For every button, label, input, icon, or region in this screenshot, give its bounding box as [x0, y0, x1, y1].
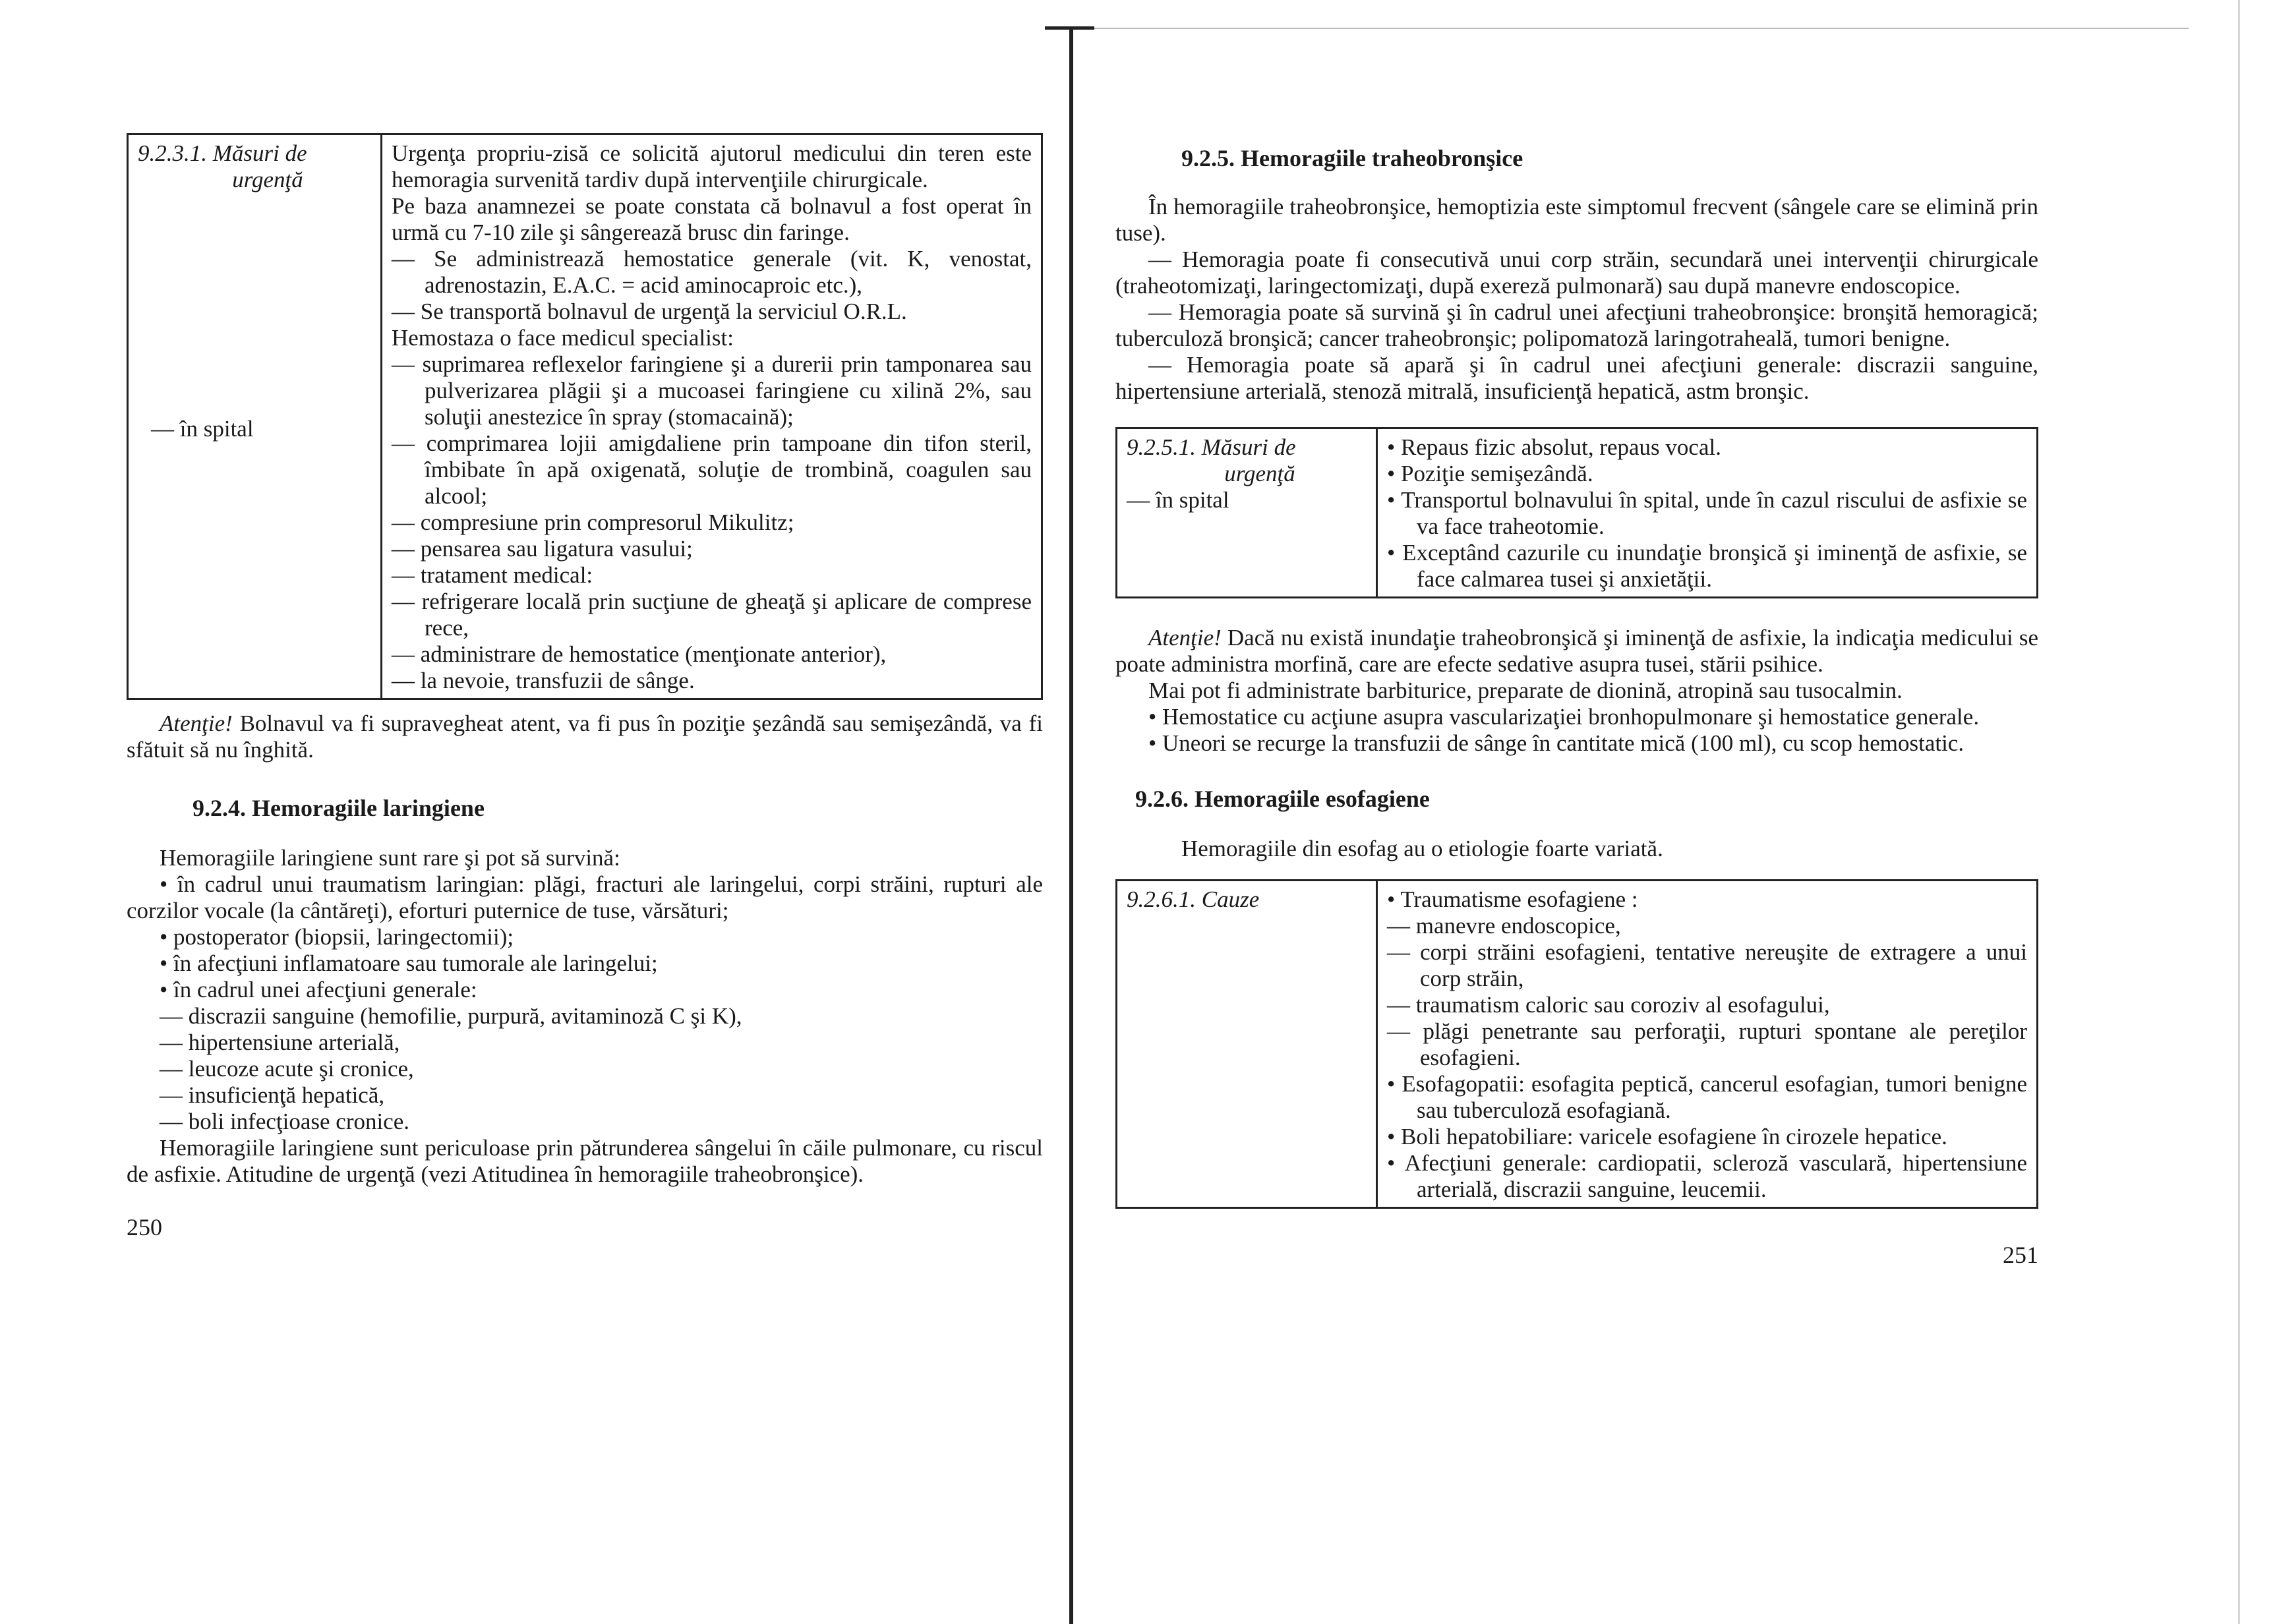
left-page: [127, 0, 1043, 1240]
dash-item: — boli infecţioase cronice.: [160, 1109, 410, 1134]
box-label-cell: [1117, 881, 1377, 1208]
bullet-item: • în afecţiuni inflamatoare sau tumorale ale laringelui;: [160, 950, 658, 976]
paragraph: În hemoragiile traheobronşice, hemoptizia este simptomul frecvent (sângele care se elimină prin tuse).: [1115, 194, 2038, 246]
page-number: 251: [2003, 1242, 2038, 1268]
paragraph: — Hemoragia poate să survină şi în cadrul unei afecţiuni traheobronşice: bronşită hemoragică; tuberculoză bronşică; cancer traheobronşic; polipomatoză laringotraheală, tumori benigne.: [1115, 299, 2038, 351]
box-label: 9.2.6.1. Cauze: [1127, 886, 1260, 912]
box-label-cell: [128, 134, 382, 699]
paragraph: Mai pot fi administrate barbiturice, preparate de dionină, atropină sau tusocalmin.: [1148, 678, 1903, 703]
box-content-cell: • Repaus fizic absolut, repaus vocal. • Poziţie semişezândă. • Transportul bolnavului în spital, unde în cazul riscului de asfixie se va face traheotomie. • Exceptând cazurile cu inundaţie bronşică şi iminenţă de asfixie, se face calmarea tusei şi anxietăţii.: [1377, 428, 2038, 598]
box-label-cell: [1117, 428, 1377, 598]
box-sublabel: — în spital: [151, 416, 254, 442]
dash-item: — leucoze acute şi cronice,: [160, 1056, 414, 1082]
bullet-item: • în cadrul unei afecţiuni generale:: [160, 977, 477, 1002]
causes-box: [1115, 879, 2038, 1209]
section-title: 9.2.6. Hemoragiile esofagiene: [1135, 786, 1430, 812]
gutter-cap: [1045, 26, 1094, 30]
atentie-paragraph: Atenţie! Dacă nu există inundaţie traheobronşică şi iminenţă de asfixie, la indicaţia medicului se poate administra morfină, care are efecte sedative asupra tusei, stării psihice.: [1115, 625, 2038, 677]
box-content-cell: Urgenţa propriu-zisă ce solicită ajutorul medicului din teren este hemoragia survenită tardiv după intervenţiile chirurgicale. Pe baza anamnezei se poate constata că bolnavul a fost operat în urmă cu 7-10 zile şi sângerează brusc din faringe. — Se administrează hemostatice generale (vit. K, venostat, adrenostazin, E.A.C. = acid aminocaproic etc.), — Se transportă bolnavul de urgenţă la serviciul O.R.L. Hemostaza o face medicul specialist: — suprimarea reflexelor faringiene şi a durerii prin tamponarea sau pulverizarea plăgii şi a mucoasei faringiene cu xilină 2%, sau soluţii anestezice în spray (stomacaină); — comprimarea lojii amigdaliene prin tampoane din tifon steril, îmbibate în apă oxigenată, soluţie de trombină, coagulen sau alcool; — compresiune prin compresorul Mikulitz; — pensarea sau ligatura vasului; — tratament medical: — refrigerare locală prin sucţiune de gheaţă şi aplicare de comprese rece, — administrare de hemostatice (menţionate anterior), — la nevoie, transfuzii de sânge.: [382, 134, 1042, 699]
paragraph: • Hemostatice cu acţiune asupra vascularizaţiei bronhopulmonare şi hemostatice generale.: [1148, 704, 1980, 730]
page-number: 250: [127, 1214, 162, 1240]
paragraph: — Hemoragia poate să apară şi în cadrul unei afecţiuni generale: discrazii sanguine, hipertensiune arterială, stenoză mitrală, insuficienţă hepatică, astm bronşic.: [1115, 352, 2038, 404]
paragraph: • Uneori se recurge la transfuzii de sânge în cantitate mică (100 ml), cu scop hemostatic.: [1148, 730, 1964, 756]
paragraph: — Hemoragia poate fi consecutivă unui corp străin, secundară unei intervenţii chirurgicale (traheotomizaţi, laringectomizaţi, după exereză pulmonară) sau după manevre endoscopice.: [1115, 246, 2038, 299]
page-edge: [2238, 0, 2240, 1624]
right-page: [1115, 0, 2038, 1268]
emergency-measures-box: [1115, 427, 2038, 598]
dash-item: — hipertensiune arterială,: [160, 1030, 400, 1055]
section-title: 9.2.5. Hemoragiile traheobronşice: [1181, 145, 1523, 171]
bullet-item: • postoperator (biopsii, laringectomii);: [160, 924, 514, 950]
closing-paragraph: Hemoragiile laringiene sunt periculoase prin pătrunderea sângelui în căile pulmonare, cu riscul de asfixie. Atitudine de urgenţă (vezi Atitudinea în hemoragiile traheobronşice).: [127, 1135, 1043, 1187]
box-label: 9.2.3.1. Măsuri de urgenţă: [138, 140, 307, 192]
dash-item: — discrazii sanguine (hemofilie, purpură, avitaminoză C şi K),: [160, 1003, 742, 1029]
book-gutter: [1069, 26, 1073, 1624]
section-title: 9.2.4. Hemoragiile laringiene: [192, 795, 485, 821]
section-intro: Hemoragiile laringiene sunt rare şi pot să survină:: [160, 845, 620, 871]
atentie-paragraph: Atenţie! Bolnavul va fi supravegheat atent, va fi pus în poziţie şezândă sau semişezândă, va fi sfătuit să nu înghită.: [127, 710, 1043, 763]
emergency-measures-box: [127, 133, 1043, 700]
bullet-item: • în cadrul unui traumatism laringian: plăgi, fracturi ale laringelui, corpi străini, rupturi ale corzilor vocale (la cântăreţi), eforturi puternice de tuse, vărsături;: [127, 871, 1043, 923]
box-label: 9.2.5.1. Măsuri de urgenţă: [1127, 434, 1296, 486]
box-content-cell: • Traumatisme esofagiene : — manevre endoscopice, — corpi străini esofagieni, tentative nereuşite de extragere a unui corp străin, — traumatism caloric sau coroziv al esofagului, — plăgi penetrante sau perforaţii, rupturi spontane ale pereţilor esofagieni. • Esofagopatii: esofagita peptică, cancerul esofagian, tumori benigne sau tuberculoză esofagiană. • Boli hepatobiliare: varicele esofagiene în cirozele hepatice. • Afecţiuni generale: cardiopatii, scleroză vasculară, hipertensiune arterială, discrazii sanguine, leucemii.: [1377, 881, 2038, 1208]
box-sublabel: — în spital: [1127, 487, 1229, 513]
dash-item: — insuficienţă hepatică,: [160, 1082, 385, 1108]
section-intro: Hemoragiile din esofag au o etiologie foarte variată.: [1181, 836, 1663, 861]
